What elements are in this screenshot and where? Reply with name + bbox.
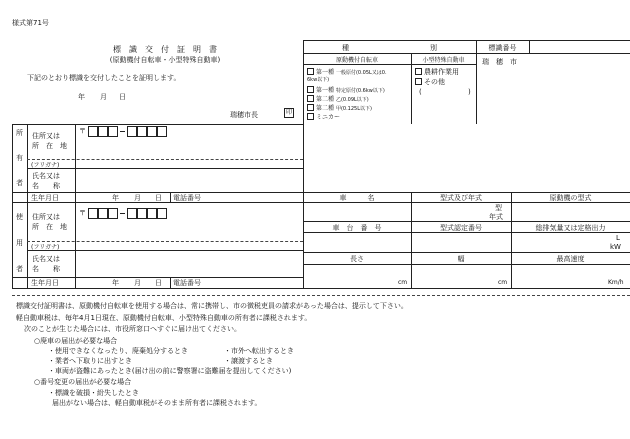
postal-hyphen bbox=[120, 131, 125, 132]
note-line-2: 軽自動車税は、毎年4月1日現在、原動機付自転車、小型特殊自動車の所有者に課税されます。 bbox=[16, 314, 312, 322]
owner-phone-divider bbox=[170, 192, 171, 202]
note-line-1: 標識交付証明書は、原動機付自転車を使用する場合は、常に携帯し、市の徴税吏員の請求があった場合は、提示して下さい。 bbox=[16, 302, 408, 310]
postal-digit-box[interactable] bbox=[88, 208, 98, 219]
note-line-3: 次のことが生じた場合には、市役所窓口へすぐに届け出てください。 bbox=[24, 325, 241, 333]
certificate-subtitle: (原動機付自転車・小型特殊自動車) bbox=[109, 56, 221, 64]
owner-side-label-3: 者 bbox=[16, 179, 23, 187]
owner-address-label-1: 住所又は bbox=[32, 132, 60, 140]
user-name-label-1: 氏名又は bbox=[32, 255, 60, 263]
change-heading: ○番号変更の届出が必要な場合 bbox=[34, 378, 132, 386]
postal-digit-box[interactable] bbox=[108, 126, 118, 137]
main-top-border bbox=[12, 124, 303, 125]
owner-name-label-2: 名 称 bbox=[32, 182, 60, 190]
user-phone-label: 電話番号 bbox=[173, 279, 201, 287]
model-type-unit: 型 bbox=[495, 204, 502, 212]
certificate-statement: 下記のとおり標識を交付したことを証明します。 bbox=[27, 74, 181, 82]
special-item-1[interactable] bbox=[415, 67, 459, 77]
owner-name-rule bbox=[27, 168, 303, 169]
special-item-label: その他 bbox=[424, 78, 445, 86]
unit-kw: kW bbox=[610, 243, 621, 251]
checkbox-icon[interactable] bbox=[415, 68, 422, 75]
mayor-name: 瑞穂市長 bbox=[230, 111, 258, 119]
user-birth-day: 日 bbox=[155, 279, 162, 287]
engine-type-label: 原動機の型式 bbox=[549, 194, 592, 202]
displacement-label: 総排気量又は定格出力 bbox=[535, 224, 606, 232]
issue-month-label: 月 bbox=[100, 93, 107, 101]
postal-digit-box[interactable] bbox=[127, 126, 137, 137]
checkbox-icon[interactable] bbox=[307, 95, 314, 102]
unit-length-cm: cm bbox=[398, 279, 408, 286]
postal-digit-box[interactable] bbox=[147, 208, 157, 219]
plate-number-label: 標識番号 bbox=[488, 44, 517, 52]
checkbox-icon[interactable] bbox=[415, 78, 422, 85]
plate-heading-rule bbox=[476, 53, 630, 54]
user-address-label-2: 所 在 地 bbox=[32, 223, 67, 231]
postal-digit-box[interactable] bbox=[127, 208, 137, 219]
frame-number-label: 車 台 番 号 bbox=[332, 224, 382, 232]
side-label-divider bbox=[27, 124, 28, 288]
user-side-label-2: 用 bbox=[16, 239, 23, 247]
class-item-4[interactable] bbox=[307, 103, 372, 112]
postal-digit-box[interactable] bbox=[98, 126, 108, 137]
class-item-name: ミニカー bbox=[316, 114, 341, 121]
special-vehicle-heading: 小型特殊自動車 bbox=[422, 57, 465, 64]
postal-digit-box[interactable] bbox=[147, 126, 157, 137]
user-name-rule bbox=[27, 250, 303, 251]
class-item-note: 一般原付(0.05L又は0. bbox=[335, 70, 387, 76]
owner-furigana-label: (フリガナ) bbox=[31, 162, 60, 169]
certificate-title: 標 識 交 付 証 明 書 bbox=[113, 45, 217, 54]
vehicle-col-divider-2 bbox=[511, 192, 512, 288]
issue-day-label: 日 bbox=[119, 93, 126, 101]
abolish-item-5: ・車両が盗難にあったとき(届け出の前に警察署に盗難届を提出してください) bbox=[48, 367, 292, 375]
owner-birth-day: 日 bbox=[155, 194, 162, 202]
user-address-label-1: 住所又は bbox=[32, 213, 60, 221]
class-item-name: 第二種 bbox=[316, 105, 335, 112]
abolish-heading: ○廃車の届出が必要な場合 bbox=[34, 337, 118, 345]
user-side-label-1: 使 bbox=[16, 213, 23, 221]
user-furigana-rule bbox=[27, 241, 303, 242]
class-item-name: 第一種 bbox=[316, 69, 335, 76]
owner-birth-year: 年 bbox=[112, 194, 119, 202]
mayor-seal bbox=[284, 108, 294, 118]
class-subheading-rule bbox=[303, 64, 476, 65]
owner-phone-label: 電話番号 bbox=[173, 194, 201, 202]
user-birth-year: 年 bbox=[112, 279, 119, 287]
user-birth-month: 月 bbox=[134, 279, 141, 287]
field-label-divider bbox=[75, 124, 76, 288]
checkbox-icon[interactable] bbox=[307, 104, 314, 111]
owner-furigana-rule bbox=[27, 159, 303, 160]
width-label: 幅 bbox=[457, 255, 465, 263]
moped-heading: 原動機付自転車 bbox=[335, 57, 378, 64]
change-note: 届出がない場合は、軽自動車税がそのまま所有者に課税されます。 bbox=[52, 399, 262, 407]
vehicle-model-label: 型式及び年式 bbox=[440, 194, 482, 202]
postal-digit-box[interactable] bbox=[88, 126, 98, 137]
user-furigana-label: (フリガナ) bbox=[31, 244, 60, 251]
postal-hyphen bbox=[120, 213, 125, 214]
class-heading-rule bbox=[303, 53, 476, 54]
unit-speed-kmh: Km/h bbox=[608, 279, 624, 286]
plate-label-divider bbox=[529, 40, 530, 53]
checkbox-icon[interactable] bbox=[307, 68, 314, 75]
class-item-5[interactable] bbox=[307, 112, 340, 121]
postal-digit-box[interactable] bbox=[98, 208, 108, 219]
other-paren-open: ( bbox=[419, 88, 422, 96]
checkbox-icon[interactable] bbox=[307, 113, 314, 120]
user-phone-divider bbox=[170, 277, 171, 288]
issue-year-label: 年 bbox=[78, 93, 85, 101]
form-number: 様式第71号 bbox=[12, 19, 49, 27]
notes-separator bbox=[12, 295, 630, 296]
vehicle-row2-rule bbox=[303, 221, 630, 222]
user-side-label-3: 者 bbox=[16, 265, 23, 273]
user-name-label-2: 名 称 bbox=[32, 265, 60, 273]
owner-address-label-2: 所 在 地 bbox=[32, 142, 67, 150]
special-item-label: 農耕作業用 bbox=[424, 68, 459, 76]
checkbox-icon[interactable] bbox=[307, 86, 314, 93]
class-item-name: 第二種 bbox=[316, 96, 335, 103]
owner-name-label-1: 氏名又は bbox=[32, 172, 60, 180]
postal-digit-box[interactable] bbox=[137, 208, 147, 219]
seal-text: 印 bbox=[285, 109, 292, 116]
owner-birth-month: 月 bbox=[134, 194, 141, 202]
class-item-name: 第一種 bbox=[316, 87, 335, 94]
owner-side-label-2: 有 bbox=[16, 154, 23, 162]
main-bottom-border bbox=[12, 288, 630, 289]
abolish-item-3: ・業者へ下取りに出すとき bbox=[48, 357, 132, 365]
plate-city: 瑞 穂 市 bbox=[482, 58, 517, 66]
class-item-note: 乙(0.09L以下) bbox=[335, 97, 369, 103]
postal-digit-box[interactable] bbox=[108, 208, 118, 219]
type-approval-label: 型式認定番号 bbox=[440, 224, 482, 232]
postal-digit-box[interactable] bbox=[157, 208, 167, 219]
user-birth-label: 生年月日 bbox=[31, 279, 59, 287]
abolish-item-2: ・市外へ転出するとき bbox=[224, 347, 294, 355]
model-year-unit: 年式 bbox=[489, 213, 503, 221]
postal-digit-box[interactable] bbox=[137, 126, 147, 137]
vehicle-col-divider-1 bbox=[411, 192, 412, 288]
owner-birth-label: 生年月日 bbox=[31, 194, 59, 202]
class-heading-1: 種 bbox=[342, 44, 349, 52]
special-item-2[interactable] bbox=[415, 77, 445, 87]
class-item-2[interactable] bbox=[307, 85, 385, 94]
vehicle-row4-rule bbox=[303, 252, 630, 253]
class-item-note: 特定原付(0.6kw以下) bbox=[335, 88, 385, 94]
class-item-1[interactable] bbox=[307, 67, 387, 76]
owner-side-label-1: 所 bbox=[16, 129, 23, 137]
unit-liter: L bbox=[616, 234, 620, 242]
top-border bbox=[303, 40, 630, 41]
max-speed-label: 最高速度 bbox=[556, 255, 585, 263]
vehicle-row5-rule bbox=[303, 264, 630, 265]
other-paren-close: ) bbox=[468, 88, 471, 96]
unit-width-cm: cm bbox=[498, 279, 508, 286]
abolish-item-4: ・譲渡するとき bbox=[224, 357, 273, 365]
user-postal-mark: 〒 bbox=[79, 209, 86, 217]
vehicle-maker-label: 車 名 bbox=[339, 194, 375, 202]
class-item-3[interactable] bbox=[307, 94, 369, 103]
length-label: 長さ bbox=[350, 255, 364, 263]
abolish-item-1: ・使用できなくなったり、廃棄処分するとき bbox=[48, 347, 188, 355]
change-item-1: ・標識を破損・紛失したとき bbox=[48, 389, 139, 397]
class-item-1-note-cont: 6kw以下) bbox=[307, 77, 330, 83]
postal-digit-box[interactable] bbox=[157, 126, 167, 137]
class-heading-2: 別 bbox=[430, 44, 437, 52]
class-item-note: 甲(0.125L以下) bbox=[335, 106, 372, 112]
owner-postal-mark: 〒 bbox=[79, 127, 86, 135]
